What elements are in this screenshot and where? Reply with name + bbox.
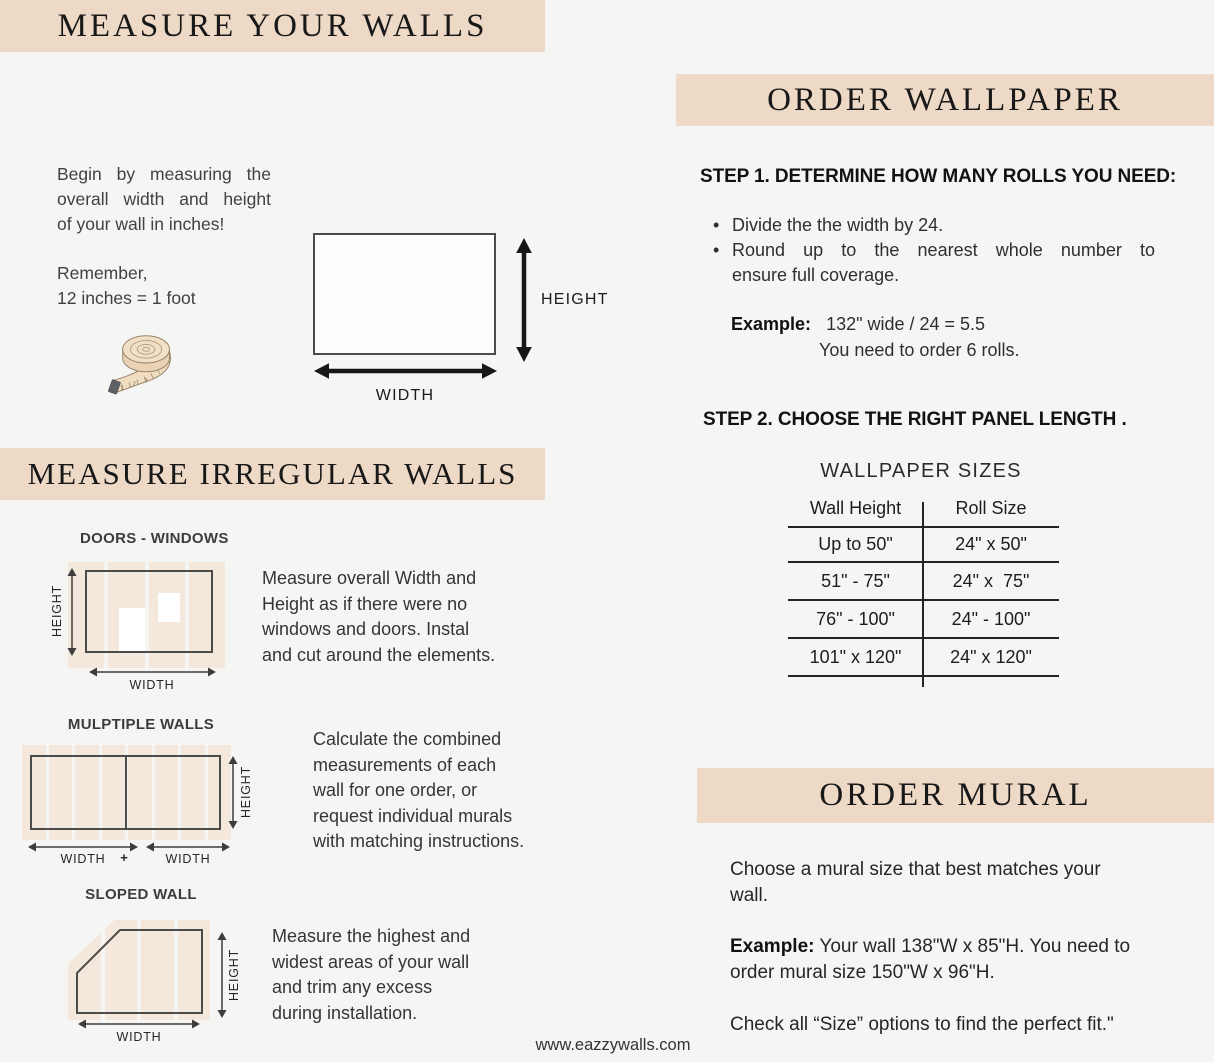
bullet-text [732,238,1155,288]
measure-walls-band [0,0,545,52]
bullet-dot-icon: • [713,240,720,260]
example-text: Your wall 138"W x 85"H. You need to [819,936,1131,957]
intro-line: Begin by measuring the [57,164,271,184]
cell-roll-size: 24" - 100" [951,608,1031,629]
text-line: Choose a mural size that best matches your [730,859,1101,880]
measuring-tape-icon [104,324,194,402]
wallpaper-sizes-title: WALLPAPER SIZES [820,460,1022,482]
text-line: Measure overall Width and [262,568,477,588]
height-label: HEIGHT [541,291,609,308]
sloped-wall-outline [60,915,220,1025]
text-line: with matching instructions. [313,831,525,851]
doors-windows-text [262,566,512,668]
step2-heading: STEP 2. CHOOSE THE RIGHT PANEL LENGTH . [703,409,1127,430]
text-line: windows and doors. Instal [262,619,470,639]
intro-line: of your wall in inches! [57,214,225,234]
example-label: Example: [731,314,812,334]
irregular-walls-title: MEASURE IRREGULAR WALLS [27,456,518,491]
wall-outline [313,233,496,355]
website-url: www.eazzywalls.com [535,1036,691,1054]
cell-wall-height: 51" - 75" [821,570,890,591]
wall-measure-diagram [300,225,630,420]
example-value: 132" wide / 24 = 5.5 [826,314,986,334]
example-label: Example: [730,936,815,957]
text-line: widest areas of your wall [272,951,470,972]
width-arrow-icon [89,666,216,678]
plus-sign: + [120,850,128,865]
window-cutout [158,593,180,622]
bullet-item [713,213,1155,238]
svg-text:1: 1 [120,384,125,392]
example-line: order mural size 150"W x 96"H. [730,962,995,983]
doors-windows-diagram [40,555,270,705]
example-line: You need to order 6 rolls. [819,340,1020,360]
mural-example [730,934,1170,986]
bullet-text: Divide the the width by 24. [732,215,944,235]
wall-outline [85,570,213,653]
cell-roll-size: 24" x 75" [952,570,1030,591]
text-line: Round up to the nearest whole number to [732,240,1155,260]
table-vertical-divider [922,502,924,687]
step1-example [731,311,1019,363]
height-label: HEIGHT [239,765,253,819]
width-arrow-icon [78,1018,200,1030]
width-label: WIDTH [129,678,175,692]
cell-roll-size: 24" x 50" [955,534,1027,554]
text-line: Height as if there were no [262,593,468,614]
order-mural-band [697,768,1214,823]
tape-roll [123,336,170,372]
height-arrow-icon [227,756,239,829]
reminder-line: 12 inches = 1 foot [57,288,196,308]
order-wallpaper-band [676,74,1214,126]
text-line: and trim any excess [272,977,433,997]
text-line: request individual murals [313,805,513,826]
sloped-wall-diagram [60,915,290,1050]
order-wallpaper-title: ORDER WALLPAPER [767,81,1123,118]
multiple-walls-label: MULPTIPLE WALLS [67,716,215,733]
svg-text:2: 2 [132,380,136,388]
text-line: during installation. [272,1002,418,1023]
intro-paragraph [57,162,271,237]
column-header: Roll Size [955,498,1027,518]
height-arrow-icon [66,568,78,656]
wall-divider [125,755,127,830]
text-line: and cut around the elements. [262,644,496,665]
intro-line: overall width and height [57,189,271,209]
irregular-walls-band [0,448,545,500]
cell-wall-height: 101" x 120" [809,646,902,667]
height-label: HEIGHT [50,584,64,638]
width-arrow-icon [314,362,497,380]
reminder-paragraph [57,261,271,311]
width-label: WIDTH [116,1030,162,1044]
doors-windows-label: DOORS - WINDOWS [80,530,229,547]
text-line: Measure the highest and [272,926,471,946]
text-line: ensure full coverage. [732,265,900,285]
width-label: WIDTH [165,852,211,866]
sloped-wall-label: SLOPED WALL [85,886,197,903]
multiple-walls-diagram [18,740,328,870]
example-line [731,311,1019,337]
cell-wall-height: 76" - 100" [816,608,895,629]
svg-text:3: 3 [144,377,148,385]
width-label: WIDTH [60,852,106,866]
bullet-dot-icon: • [713,215,720,235]
step1-bullet-list [713,213,1155,288]
text-line: Calculate the combined [313,729,502,749]
cell-roll-size: 24" x 120" [950,646,1032,667]
order-mural-title: ORDER MURAL [819,777,1092,813]
text-line: wall. [730,885,769,906]
width-label: WIDTH [375,387,435,404]
bullet-item [713,238,1155,288]
sloped-wall-text [272,924,522,1026]
text-line: measurements of each [313,754,497,775]
example-line [730,934,1170,960]
text-line: wall for one order, or [313,780,478,800]
height-arrow-icon [515,238,533,362]
mural-paragraph-1 [730,857,1170,909]
step1-heading: STEP 1. DETERMINE HOW MANY ROLLS YOU NEED: [700,166,1177,187]
cell-wall-height: Up to 50" [818,534,893,554]
mural-paragraph-3: Check all “Size” options to find the perfect fit." [730,1014,1114,1035]
wallpaper-sizes-table [788,498,1059,677]
column-header: Wall Height [809,498,902,518]
door-cutout [119,608,145,651]
multiple-walls-text [313,727,553,855]
reminder-line: Remember, [57,263,148,283]
height-label: HEIGHT [227,948,241,1002]
measure-walls-title: MEASURE YOUR WALLS [57,7,488,44]
